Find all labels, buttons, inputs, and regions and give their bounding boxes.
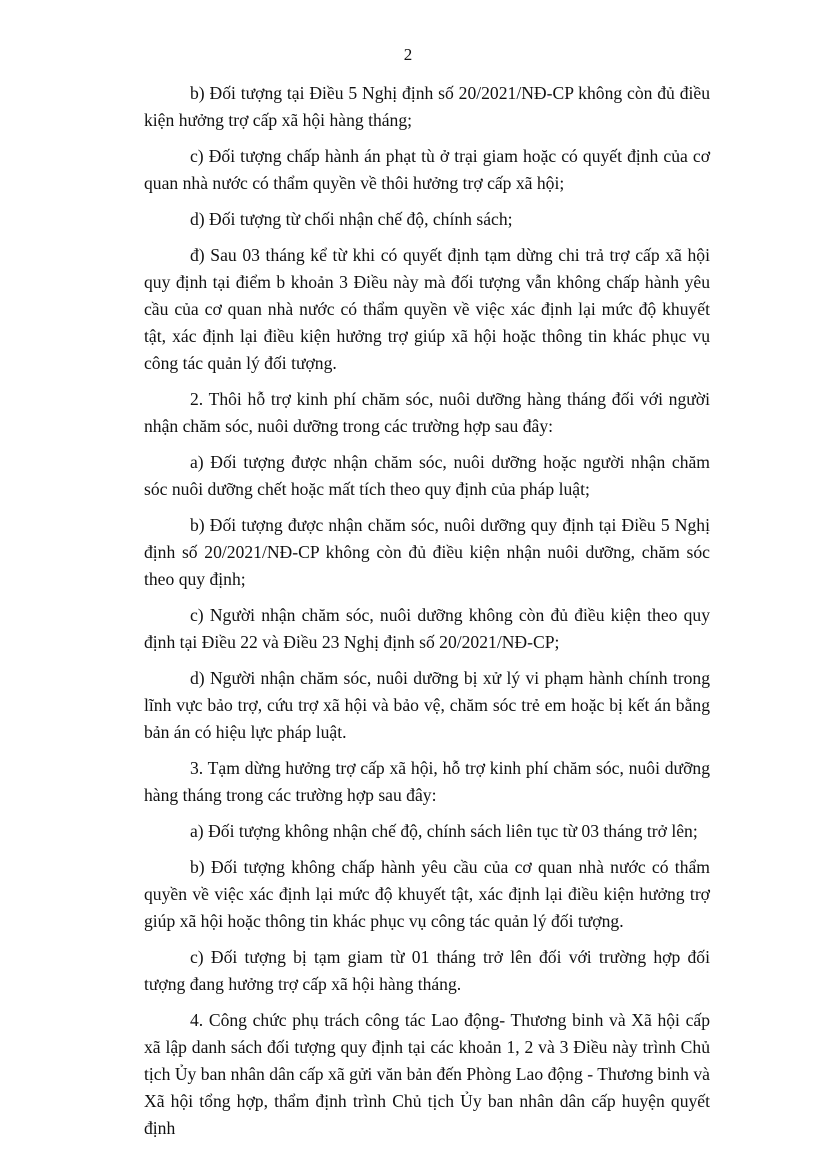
paragraph-2d: d) Người nhận chăm sóc, nuôi dưỡng bị xử lý vi phạm hành chính trong lĩnh vực bảo trợ, cứu trợ xã hội và bảo vệ, chăm sóc trẻ em hoặc bị kết án bằng bản án có hiệu lực pháp luật. <box>144 668 710 742</box>
paragraph-2a: a) Đối tượng được nhận chăm sóc, nuôi dưỡng hoặc người nhận chăm sóc nuôi dưỡng chết hoặc mất tích theo quy định của pháp luật; <box>144 452 710 499</box>
paragraph-1b: b) Đối tượng tại Điều 5 Nghị định số 20/2021/NĐ-CP không còn đủ điều kiện hưởng trợ cấp xã hội hàng tháng; <box>144 83 710 130</box>
paragraph-1d: d) Đối tượng từ chối nhận chế độ, chính sách; <box>190 209 513 229</box>
paragraph-4: 4. Công chức phụ trách công tác Lao động- Thương binh và Xã hội cấp xã lập danh sách đối tượng quy định tại các khoản 1, 2 và 3 Điều này trình Chủ tịch Ủy ban nhân dân cấp xã gửi văn bản đến Phòng Lao động - Thương binh và Xã hội tổng hợp, thẩm định trình Chủ tịch Ủy ban nhân dân cấp huyện quyết định <box>144 1010 710 1138</box>
paragraph-1c: c) Đối tượng chấp hành án phạt tù ở trại giam hoặc có quyết định của cơ quan nhà nước có thẩm quyền về thôi hưởng trợ cấp xã hội; <box>144 146 710 193</box>
paragraph-3c: c) Đối tượng bị tạm giam từ 01 tháng trở lên đối với trường hợp đối tượng đang hưởng trợ cấp xã hội hàng tháng. <box>144 947 710 994</box>
paragraph-3a: a) Đối tượng không nhận chế độ, chính sách liên tục từ 03 tháng trở lên; <box>190 821 698 841</box>
paragraph-3b: b) Đối tượng không chấp hành yêu cầu của cơ quan nhà nước có thẩm quyền về việc xác định lại mức độ khuyết tật, xác định lại điều kiện hưởng trợ giúp xã hội hoặc thông tin khác phục vụ công tác quản lý đối tượng. <box>144 857 710 931</box>
paragraph-2: 2. Thôi hỗ trợ kinh phí chăm sóc, nuôi dưỡng hàng tháng đối với người nhận chăm sóc, nuôi dưỡng trong các trường hợp sau đây: <box>144 389 710 436</box>
paragraph-2c: c) Người nhận chăm sóc, nuôi dưỡng không còn đủ điều kiện theo quy định tại Điều 22 và Điều 23 Nghị định số 20/2021/NĐ-CP; <box>144 605 710 652</box>
paragraph-3: 3. Tạm dừng hưởng trợ cấp xã hội, hỗ trợ kinh phí chăm sóc, nuôi dưỡng hàng tháng trong các trường hợp sau đây: <box>144 758 710 805</box>
paragraph-1dd: đ) Sau 03 tháng kể từ khi có quyết định tạm dừng chi trả trợ cấp xã hội quy định tại điểm b khoản 3 Điều này mà đối tượng vẫn không chấp hành yêu cầu của cơ quan nhà nước có thẩm quyền về việc xác định lại mức độ khuyết tật, xác định lại điều kiện hưởng trợ giúp xã hội hoặc thông tin khác phục vụ công tác quản lý đối tượng. <box>144 245 710 373</box>
paragraph-2b: b) Đối tượng được nhận chăm sóc, nuôi dưỡng quy định tại Điều 5 Nghị định số 20/2021/NĐ-CP không còn đủ điều kiện nhận nuôi dưỡng, chăm sóc theo quy định; <box>144 515 710 589</box>
document-body <box>144 80 710 1151</box>
page-number: 2 <box>403 45 413 64</box>
